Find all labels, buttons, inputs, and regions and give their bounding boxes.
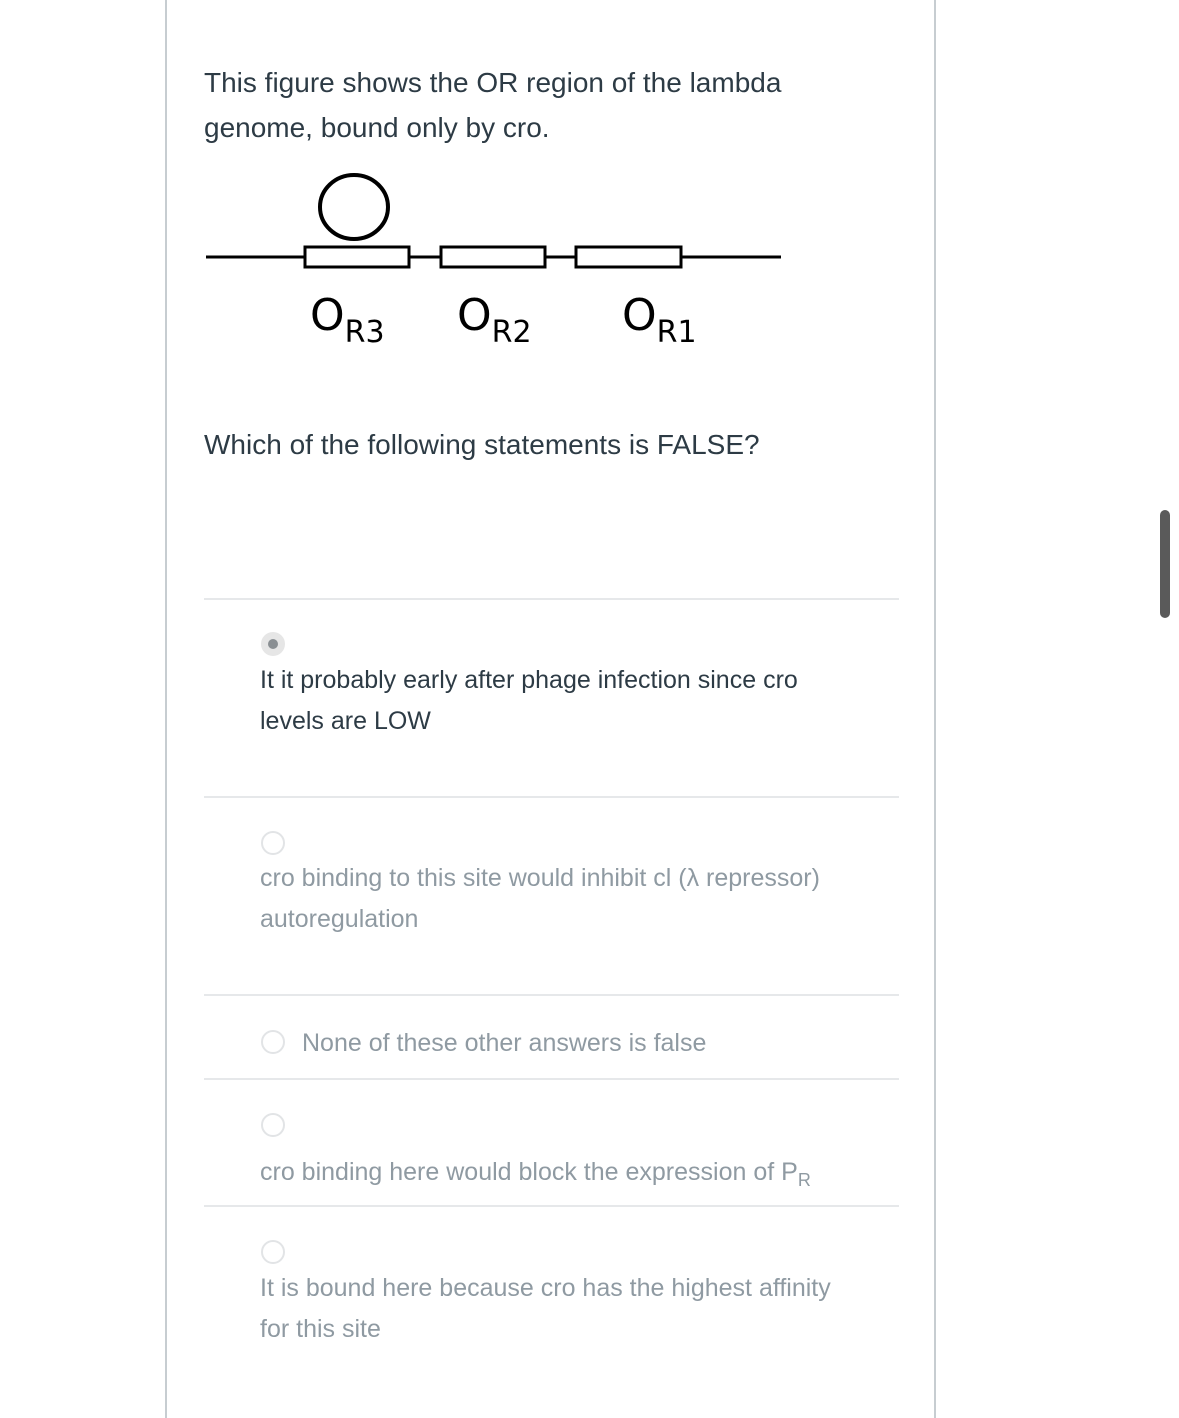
- answer-text-2: cro binding to this site would inhibit cl (λ repressor) autoregulation: [260, 864, 820, 933]
- operator-label-or2: OR2: [457, 290, 532, 350]
- radio-selected-icon[interactable]: [261, 632, 285, 656]
- radio-icon[interactable]: [261, 1113, 285, 1137]
- answer-text-1: It it probably early after phage infection since cro levels are LOW: [260, 666, 798, 735]
- answer-text-3: None of these other answers is false: [302, 1029, 707, 1057]
- operator-label-or3: OR3: [310, 290, 385, 350]
- answer-option-5[interactable]: [204, 1207, 899, 1397]
- answer-option-2[interactable]: [204, 798, 899, 994]
- answer-text-4-subscript: R: [797, 1170, 811, 1190]
- question-intro: This figure shows the OR region of the lambda genome, bound only by cro.: [204, 67, 782, 143]
- radio-icon[interactable]: [261, 1030, 285, 1054]
- answer-text-4: [260, 1152, 880, 1201]
- cro-protein-icon: [320, 175, 388, 239]
- operator-box-or3: [305, 247, 409, 267]
- operator-box-or1: [576, 247, 681, 267]
- scrollbar[interactable]: [1160, 510, 1170, 618]
- or-region-figure: [204, 165, 784, 365]
- radio-icon[interactable]: [261, 831, 285, 855]
- question-prompt: Which of the following statements is FALSE?: [204, 429, 760, 460]
- radio-icon[interactable]: [261, 1240, 285, 1264]
- answer-text-5: It is bound here because cro has the highest affinity for this site: [260, 1274, 831, 1343]
- operator-label-or1: OR1: [622, 290, 697, 350]
- answer-text-4-main: cro binding here would block the expression of P: [260, 1158, 798, 1186]
- answer-option-1[interactable]: [204, 600, 899, 796]
- answer-option-4[interactable]: [204, 1080, 899, 1205]
- answer-option-3[interactable]: [204, 996, 899, 1078]
- operator-box-or2: [441, 247, 545, 267]
